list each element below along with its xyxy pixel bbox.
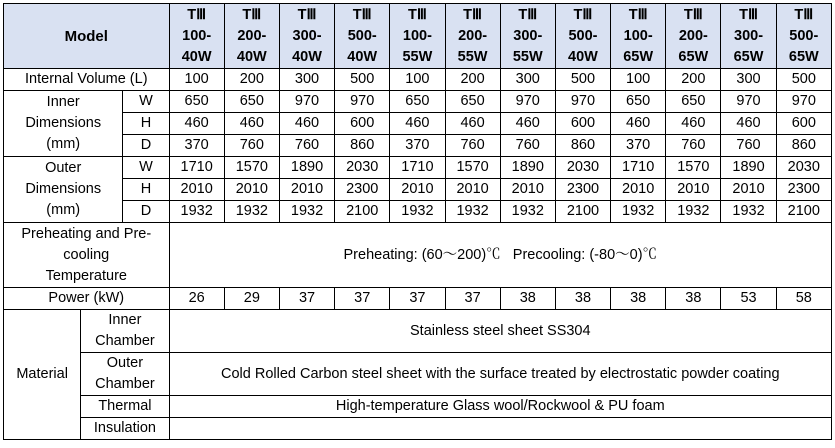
dim-value: 460 [224, 113, 279, 135]
volume-value: 300 [721, 69, 776, 91]
dim-value: 760 [445, 135, 500, 157]
power-value: 38 [500, 288, 555, 310]
temperature-value: Preheating: (60～200)℃ Precooling: (-80～0)℃ [169, 223, 831, 288]
power-value: 37 [279, 288, 334, 310]
material-row-thermal [4, 396, 832, 418]
outer-dim-row-w [4, 157, 832, 179]
dim-value: 2010 [224, 179, 279, 201]
dim-value: 1932 [445, 201, 500, 223]
volume-value: 500 [776, 69, 831, 91]
dim-value: 1932 [224, 201, 279, 223]
dim-value: 1710 [169, 157, 224, 179]
dim-value: 460 [390, 113, 445, 135]
material-sub-label: Thermal [81, 396, 169, 418]
volume-value: 500 [555, 69, 610, 91]
internal-volume-row [4, 69, 832, 91]
material-value: High-temperature Glass wool/Rockwool & PU foam [169, 396, 831, 418]
dim-value: 2030 [776, 157, 831, 179]
dim-value: 460 [445, 113, 500, 135]
dim-value: 2300 [776, 179, 831, 201]
dim-value: 760 [279, 135, 334, 157]
axis-label: H [123, 113, 169, 135]
dim-value: 1570 [445, 157, 500, 179]
power-value: 37 [390, 288, 445, 310]
inner-dim-row-d [4, 135, 832, 157]
power-value: 58 [776, 288, 831, 310]
material-value [169, 418, 831, 440]
volume-value: 200 [445, 69, 500, 91]
dim-value: 2030 [555, 157, 610, 179]
power-value: 29 [224, 288, 279, 310]
volume-value: 300 [279, 69, 334, 91]
dim-value: 970 [335, 91, 390, 113]
dim-value: 1932 [500, 201, 555, 223]
dim-value: 1932 [390, 201, 445, 223]
power-value: 26 [169, 288, 224, 310]
dim-value: 970 [776, 91, 831, 113]
dim-value: 370 [390, 135, 445, 157]
material-sub-label: Outer Chamber [81, 353, 169, 396]
header-row [4, 4, 832, 69]
dim-value: 970 [279, 91, 334, 113]
dim-value: 460 [611, 113, 666, 135]
material-row-insulation [4, 418, 832, 440]
dim-value: 760 [224, 135, 279, 157]
dim-value: 1932 [611, 201, 666, 223]
axis-label: H [123, 179, 169, 201]
material-row-inner [4, 310, 832, 353]
dim-value: 460 [169, 113, 224, 135]
dim-value: 1710 [611, 157, 666, 179]
temperature-label: Preheating and Pre- cooling Temperature [4, 223, 170, 288]
power-value: 38 [555, 288, 610, 310]
model-name: TⅢ 500- 40W [335, 4, 390, 69]
material-value: Stainless steel sheet SS304 [169, 310, 831, 353]
dim-value: 600 [776, 113, 831, 135]
dim-value: 2010 [500, 179, 555, 201]
dim-value: 600 [555, 113, 610, 135]
power-label: Power (kW) [4, 288, 170, 310]
dim-value: 2300 [555, 179, 610, 201]
model-name: TⅢ 200- 65W [666, 4, 721, 69]
power-value: 37 [335, 288, 390, 310]
dim-value: 1890 [279, 157, 334, 179]
model-name: TⅢ 100- 40W [169, 4, 224, 69]
dim-value: 650 [445, 91, 500, 113]
dim-value: 2010 [666, 179, 721, 201]
inner-dimensions-label: Inner Dimensions (mm) [4, 91, 123, 157]
dim-value: 2010 [445, 179, 500, 201]
outer-dimensions-label: Outer Dimensions (mm) [4, 157, 123, 223]
dim-value: 760 [666, 135, 721, 157]
model-name: TⅢ 300- 65W [721, 4, 776, 69]
dim-value: 2100 [555, 201, 610, 223]
dim-value: 1890 [500, 157, 555, 179]
power-row [4, 288, 832, 310]
dim-value: 2300 [335, 179, 390, 201]
material-row-outer [4, 353, 832, 396]
outer-dim-row-d [4, 201, 832, 223]
dim-value: 650 [611, 91, 666, 113]
dim-value: 460 [666, 113, 721, 135]
model-name: TⅢ 200- 40W [224, 4, 279, 69]
model-name: TⅢ 200- 55W [445, 4, 500, 69]
dim-value: 1570 [666, 157, 721, 179]
dim-value: 460 [279, 113, 334, 135]
axis-label: D [123, 201, 169, 223]
dim-value: 650 [666, 91, 721, 113]
dim-value: 1932 [666, 201, 721, 223]
temperature-row [4, 223, 832, 288]
dim-value: 370 [169, 135, 224, 157]
model-name: TⅢ 500- 65W [776, 4, 831, 69]
material-sub-label: Insulation [81, 418, 169, 440]
dim-value: 1932 [169, 201, 224, 223]
dim-value: 970 [500, 91, 555, 113]
inner-dim-row-h [4, 113, 832, 135]
dim-value: 760 [500, 135, 555, 157]
volume-value: 100 [611, 69, 666, 91]
volume-value: 100 [390, 69, 445, 91]
dim-value: 1710 [390, 157, 445, 179]
dim-value: 2100 [335, 201, 390, 223]
dim-value: 860 [335, 135, 390, 157]
axis-label: D [123, 135, 169, 157]
dim-value: 2010 [611, 179, 666, 201]
power-value: 37 [445, 288, 500, 310]
dim-value: 1570 [224, 157, 279, 179]
material-sub-label: Inner Chamber [81, 310, 169, 353]
volume-value: 500 [335, 69, 390, 91]
power-value: 38 [611, 288, 666, 310]
dim-value: 860 [555, 135, 610, 157]
model-name: TⅢ 300- 40W [279, 4, 334, 69]
dim-value: 2100 [776, 201, 831, 223]
dim-value: 1932 [721, 201, 776, 223]
internal-volume-label: Internal Volume (L) [4, 69, 170, 91]
dim-value: 860 [776, 135, 831, 157]
dim-value: 1932 [279, 201, 334, 223]
dim-value: 650 [224, 91, 279, 113]
inner-dim-row-w [4, 91, 832, 113]
outer-dim-row-h [4, 179, 832, 201]
volume-value: 200 [224, 69, 279, 91]
power-value: 38 [666, 288, 721, 310]
dim-value: 460 [721, 113, 776, 135]
model-header: Model [4, 4, 170, 69]
dim-value: 2010 [721, 179, 776, 201]
dim-value: 760 [721, 135, 776, 157]
material-value: Cold Rolled Carbon steel sheet with the surface treated by electrostatic powder coating [169, 353, 831, 396]
dim-value: 460 [500, 113, 555, 135]
dim-value: 600 [335, 113, 390, 135]
material-label: Material [4, 310, 81, 440]
dim-value: 370 [611, 135, 666, 157]
axis-label: W [123, 91, 169, 113]
volume-value: 100 [169, 69, 224, 91]
dim-value: 970 [555, 91, 610, 113]
dim-value: 2010 [169, 179, 224, 201]
dim-value: 650 [390, 91, 445, 113]
axis-label: W [123, 157, 169, 179]
dim-value: 970 [721, 91, 776, 113]
model-name: TⅢ 100- 65W [611, 4, 666, 69]
dim-value: 2030 [335, 157, 390, 179]
dim-value: 1890 [721, 157, 776, 179]
specification-table [3, 3, 832, 440]
dim-value: 650 [169, 91, 224, 113]
model-name: TⅢ 300- 55W [500, 4, 555, 69]
volume-value: 200 [666, 69, 721, 91]
dim-value: 2010 [279, 179, 334, 201]
model-name: TⅢ 100- 55W [390, 4, 445, 69]
model-name: TⅢ 500- 40W [555, 4, 610, 69]
dim-value: 2010 [390, 179, 445, 201]
power-value: 53 [721, 288, 776, 310]
volume-value: 300 [500, 69, 555, 91]
